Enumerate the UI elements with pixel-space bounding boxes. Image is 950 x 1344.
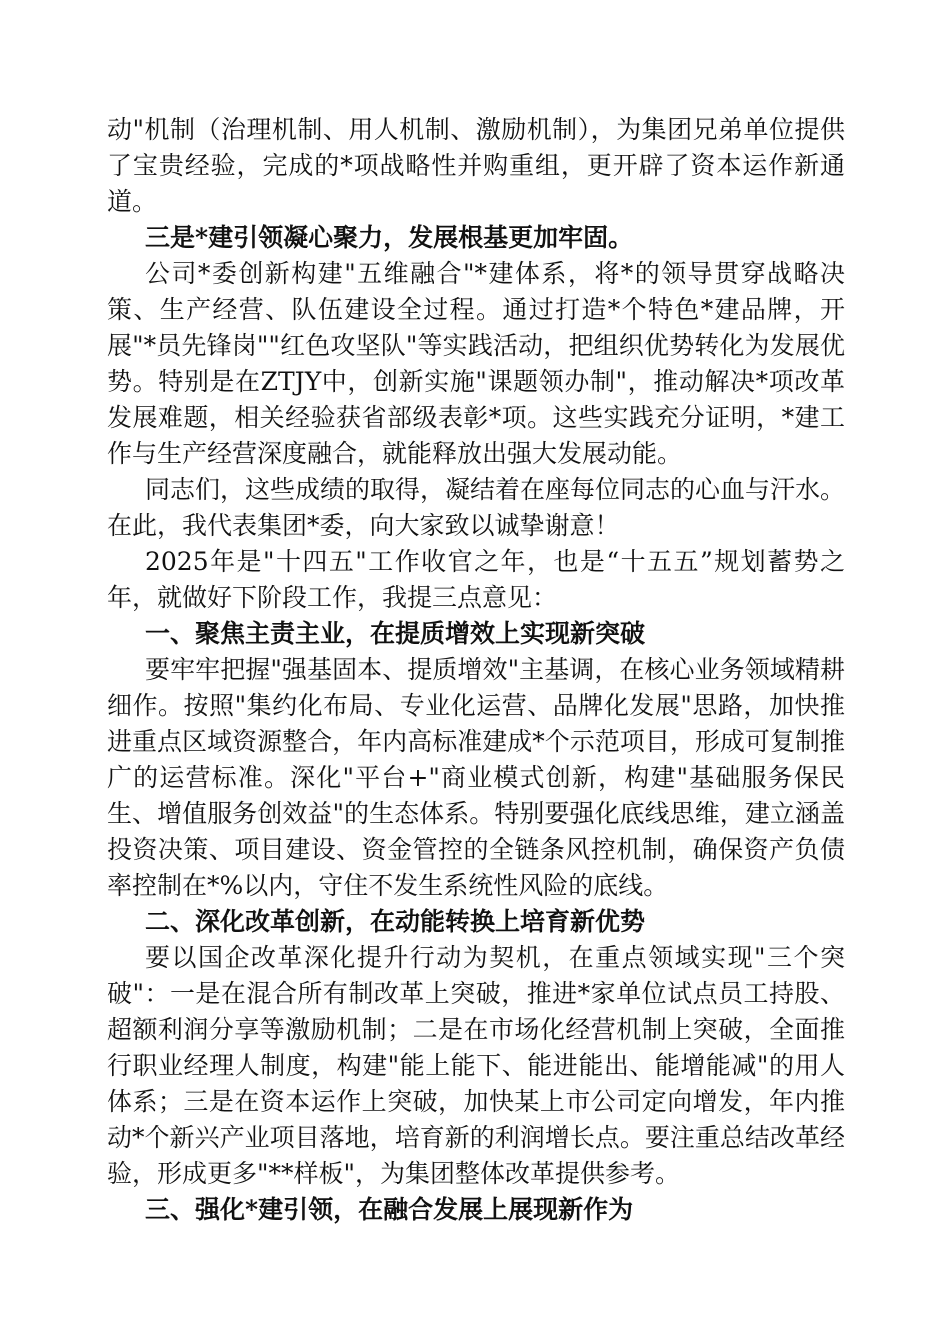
body-paragraph: 同志们，这些成绩的取得，凝结着在座每位同志的心血与汗水。在此，我代表集团*委，向大家致以诚挚谢意！ <box>107 475 846 540</box>
section-heading: 一、聚焦主责主业，在提质增效上实现新突破 <box>145 619 646 648</box>
body-paragraph: 2025年是"十四五"工作收官之年，也是“十五五”规划蓄势之年，就做好下阶段工作，我提三点意见： <box>107 547 845 612</box>
section-heading: 二、深化改革创新，在动能转换上培育新优势 <box>145 907 646 936</box>
body-paragraph: 要牢牢把握"强基固本、提质增效"主基调，在核心业务领域精耕细作。按照"集约化布局、专业化运营、品牌化发展"思路，加快推进重点区域资源整合，年内高标准建成*个示范项目，形成可复制推广的运营标准。深化"平台+"商业模式创新，构建"基础服务保民生、增值服务创效益"的生态体系。特别要强化底线思维，建立涵盖投资决策、项目建设、资金管控的全链条风控机制，确保资产负债率控制在*%以内，守住不发生系统性风险的底线。 <box>107 655 845 900</box>
section-heading: 三是*建引领凝心聚力，发展根基更加牢固。 <box>145 223 634 252</box>
body-paragraph: 动"机制（治理机制、用人机制、激励机制），为集团兄弟单位提供了宝贵经验，完成的*项战略性并购重组，更开辟了资本运作新通道。 <box>107 115 845 216</box>
section-heading: 三、强化*建引领，在融合发展上展现新作为 <box>145 1195 634 1224</box>
body-paragraph: 公司*委创新构建"五维融合"*建体系，将*的领导贯穿战略决策、生产经营、队伍建设全过程。通过打造*个特色*建品牌，开展"*员先锋岗""红色攻坚队"等实践活动，把组织优势转化为发展优势。特别是在ZTJY中，创新实施"课题领办制"，推动解决*项改革发展难题，相关经验获省部级表彰*项。这些实践充分证明，*建工作与生产经营深度融合，就能释放出强大发展动能。 <box>107 259 845 468</box>
body-paragraph: 要以国企改革深化提升行动为契机，在重点领域实现"三个突破"：一是在混合所有制改革上突破，推进*家单位试点员工持股、超额利润分享等激励机制；二是在市场化经营机制上突破，全面推行职业经理人制度，构建"能上能下、能进能出、能增能减"的用人体系；三是在资本运作上突破，加快某上市公司定向增发，年内推动*个新兴产业项目落地，培育新的利润增长点。要注重总结改革经验，形成更多"**样板"，为集团整体改革提供参考。 <box>107 943 845 1188</box>
